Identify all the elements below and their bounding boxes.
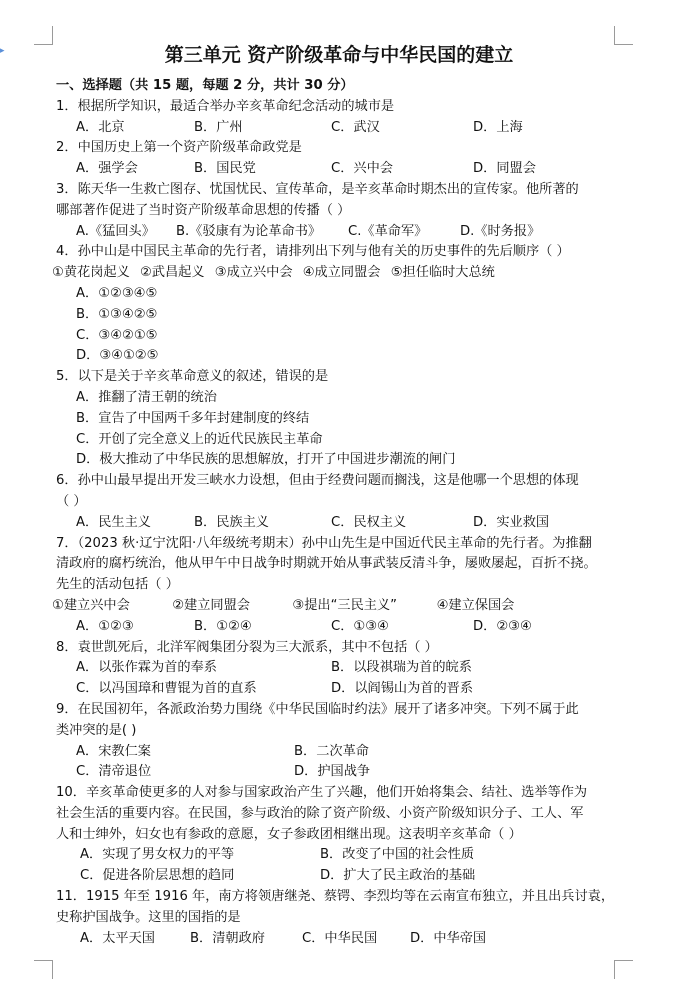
question-8-stem: 8．袁世凯死后，北洋军阀集团分裂为三大派系，其中不包括（ ） [56,639,438,655]
option-c: C．③④②①⑤ [76,327,158,343]
option-b: B．民族主义 [194,514,269,530]
option-a: A．实现了男女权力的平等 [80,847,235,863]
question-7-stem-line-3: 先生的活动包括（ ） [56,577,179,593]
activity-item: ②建立同盟会 [172,597,250,613]
option-c: C.《革命军》 [348,223,428,239]
option-a: A．推翻了清王朝的统治 [76,389,217,405]
question-2-stem: 2．中国历史上第一个资产阶级革命政党是 [56,140,302,156]
option-b: B．①③④②⑤ [76,306,158,322]
option-a: A．太平天国 [80,930,155,946]
crop-mark-bottom-left [34,960,53,979]
question-9-stem-line-2: 类冲突的是( ) [56,722,137,738]
option-b: B．二次革命 [294,743,369,759]
question-10-stem-line-1: 10．辛亥革命使更多的人对参与国家政治产生了兴趣，他们开始将集会、结社、选举等作为 [56,785,588,801]
option-c: C．武汉 [331,119,380,135]
event-item: ④成立同盟会 [302,265,381,281]
event-item: ①黄花岗起义 [52,265,130,281]
question-8-options-row-2 [56,679,616,700]
option-c: C．清帝退位 [76,764,152,780]
option-c: C．以冯国璋和曹锟为首的直系 [76,681,257,697]
question-11-stem-line-1: 11．1915 年至 1916 年，南方将领唐继尧、蔡锷、李烈均等在云南宣布独立，并且出兵讨袁， [56,889,615,905]
question-4-events [52,263,616,284]
option-b: B.《驳康有为论革命书》 [176,223,322,239]
option-b: B．清朝政府 [190,930,265,946]
question-7-options [56,617,616,638]
option-d: D．以阎锡山为首的晋系 [331,681,474,697]
question-11-options [56,929,616,950]
option-a: A．北京 [76,119,125,135]
question-6-options [56,513,616,534]
question-9-options-row-1 [56,742,616,763]
left-margin-marker-icon: ▸ [0,46,5,56]
option-d: D．极大推动了中华民族的思想解放，打开了中国进步潮流的闸门 [76,452,456,468]
question-3-stem-line-1: 3．陈天华一生救亡图存、忧国忧民、宣传革命，是辛亥革命时期杰出的宣传家。他所著的 [56,181,579,197]
question-7-stem-line-2: 清政府的腐朽统治，他从甲午中日战争时期就开始从事武装反清斗争，屡败屡起，百折不挠。 [56,556,597,572]
option-d: D．同盟会 [473,161,536,177]
question-8-options-row-1 [56,658,616,679]
question-6-stem-line-1: 6．孙中山最早提出开发三峡水力设想，但由于经费问题而搁浅，这是他哪一个思想的体现 [56,473,579,489]
option-a: A．民生主义 [76,514,151,530]
option-b: B．以段祺瑞为首的皖系 [331,660,472,676]
event-item: ③成立兴中会 [214,265,293,281]
option-c: C．兴中会 [331,161,393,177]
document-body [52,76,616,949]
question-3-options [56,222,616,243]
question-7-stem-line-1: 7．（2023 秋·辽宁沈阳·八年级统考期末）孙中山先生是中国近代民主革命的先行者。为推翻 [56,535,592,551]
activity-item: ③提出“三民主义” [292,597,398,613]
question-10-options-row-1 [56,845,616,866]
activity-item: ④建立保国会 [436,597,515,613]
question-9-stem-line-1: 9．在民国初年，各派政治势力围绕《中华民国临时约法》展开了诸多冲突。下列不属于此 [56,701,579,717]
option-d: D．护国战争 [294,764,371,780]
option-c: C．民权主义 [331,514,407,530]
option-a: A．以张作霖为首的奉系 [76,660,217,676]
question-2-options [56,159,616,180]
option-b: B．广州 [194,119,243,135]
option-d: D．上海 [473,119,523,135]
option-c: C．中华民国 [302,930,378,946]
option-b: B．国民党 [194,161,256,177]
option-c: C．促进各阶层思想的趋同 [80,868,235,884]
option-d: D．扩大了民主政治的基础 [320,868,476,884]
option-a: A．强学会 [76,161,138,177]
question-9-options-row-2 [56,762,616,783]
option-a: A．①②③ [76,618,134,634]
option-b: B．改变了中国的社会性质 [320,847,475,863]
question-10-stem-line-2: 社会生活的重要内容。在民国，参与政治的除了资产阶级、小资产阶级知识分子、工人、军 [56,805,584,821]
option-d: D.《时务报》 [460,223,541,239]
page-title: 第三单元 资产阶级革命与中华民国的建立 [164,44,514,66]
question-10-stem-line-3: 人和士绅外，妇女也有参政的意愿，女子参政团相继出现。这表明辛亥革命（ ） [56,826,522,842]
event-item: ⑤担任临时大总统 [390,265,495,281]
crop-mark-bottom-right [614,960,633,979]
activity-item: ①建立兴中会 [52,597,130,613]
question-1-stem: 1．根据所学知识，最适合举办辛亥革命纪念活动的城市是 [56,98,395,114]
option-d: D．中华帝国 [410,930,487,946]
option-b: B．①②④ [194,618,252,634]
question-3-stem-line-2: 哪部著作促进了当时资产阶级革命思想的传播（ ） [56,202,351,218]
question-4-stem: 4．孙中山是中国民主革命的先行者，请排列出下列与他有关的历史事件的先后顺序（ ） [56,244,570,260]
question-5-stem: 5．以下是关于辛亥革命意义的叙述，错误的是 [56,369,329,385]
option-d: D．③④①②⑤ [76,348,159,364]
option-a: A．宋教仁案 [76,743,151,759]
option-a: A.《猛回头》 [76,223,155,239]
option-c: C．①③④ [331,618,389,634]
option-d: D．实业救国 [473,514,550,530]
option-c: C．开创了完全意义上的近代民族民主革命 [76,431,323,447]
event-item: ②武昌起义 [139,265,205,281]
option-d: D．②③④ [473,618,532,634]
section-heading: 一、选择题（共 15 题，每题 2 分，共计 30 分） [56,78,354,93]
question-10-options-row-2 [56,866,616,887]
question-11-stem-line-2: 史称护国战争。这里的国指的是 [56,909,241,925]
question-7-items [52,596,616,617]
option-b: B．宣告了中国两千多年封建制度的终结 [76,410,310,426]
question-1-options [56,118,616,139]
option-a: A．①②③④⑤ [76,285,158,301]
question-6-stem-line-2: （ ） [56,493,87,509]
